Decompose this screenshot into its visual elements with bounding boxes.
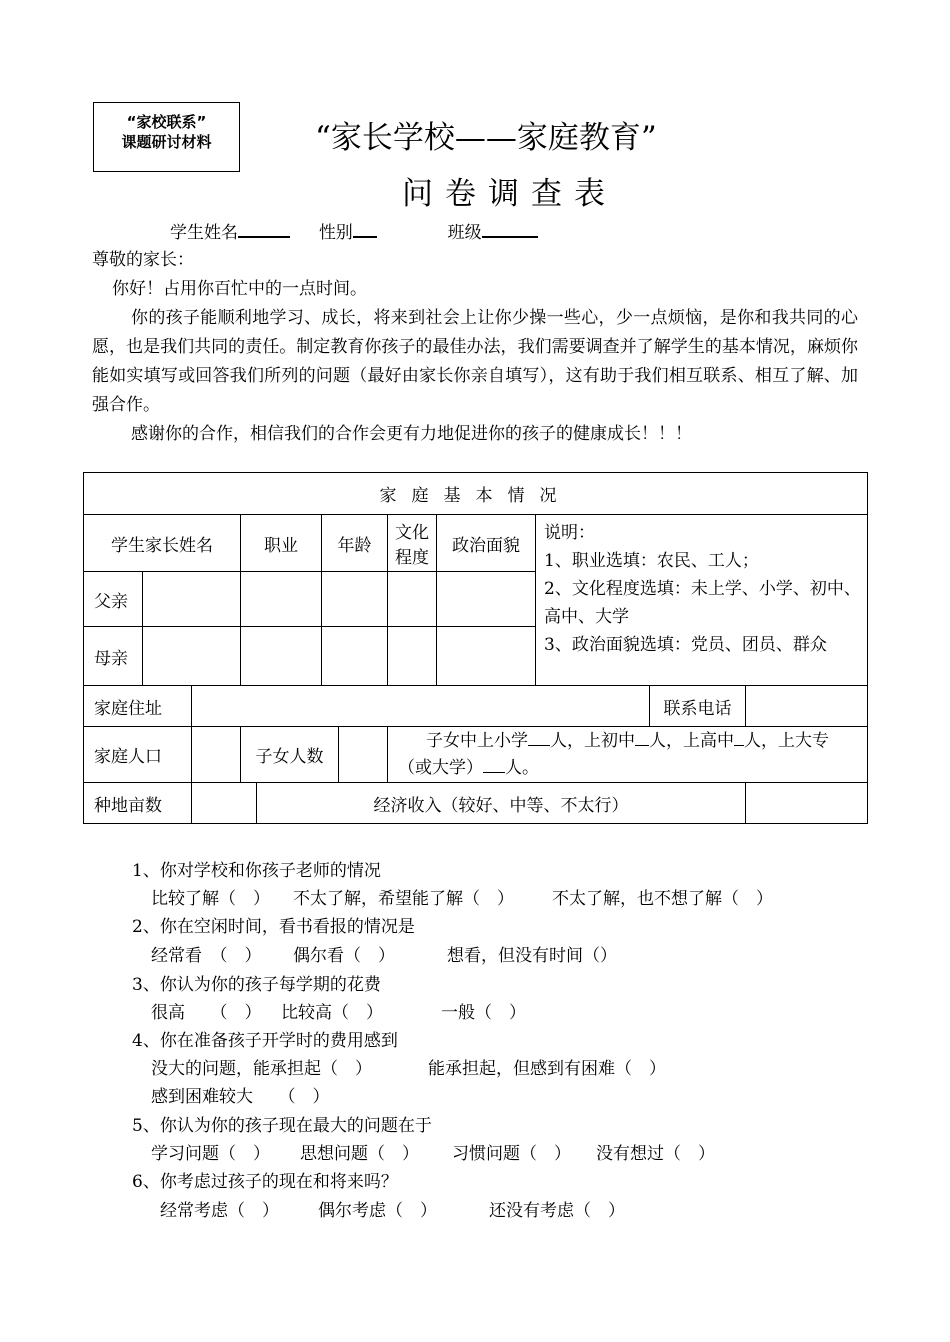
father-label: 父亲 [84,572,143,627]
kids-primary-text: 子女中上小学 [426,730,528,751]
question-1: 1、你对学校和你孩子老师的情况 [132,861,381,881]
father-age-cell[interactable] [322,572,388,627]
q3-option-3[interactable]: 一般（ ） [441,1003,526,1023]
student-info-line [170,218,538,243]
population-cell[interactable] [192,727,241,783]
mother-label: 母亲 [84,627,143,686]
greeting: 你好！占用你百忙中的一点时间。 [112,279,367,299]
q2-option-1[interactable]: 经常看 （ ） [151,946,262,966]
father-name-cell[interactable] [143,572,241,627]
question-4: 4、你在准备孩子开学时的费用感到 [132,1031,398,1051]
kids-senior-blank[interactable] [734,731,744,746]
income-label: 经济收入（较好、中等、不太行） [257,783,746,824]
question-2: 2、你在空闲时间，看书看报的情况是 [132,917,415,937]
kids-end-text: 人。 [505,757,539,778]
kids-junior-blank[interactable] [635,731,649,746]
note-item-1: 1、职业选填：农民、工人； [544,551,759,571]
mother-political-cell[interactable] [437,627,536,686]
student-name-blank[interactable] [238,220,290,238]
address-cell[interactable] [192,686,650,727]
document-title: “家长学校——家庭教育” [315,120,657,156]
population-label: 家庭人口 [84,727,192,783]
q3-option-1[interactable]: 很高 （ ） [151,1003,262,1023]
salutation: 尊敬的家长： [92,250,194,270]
income-cell[interactable] [746,783,868,824]
q5-option-3[interactable]: 习惯问题（ ） [452,1144,571,1164]
q1-option-2[interactable]: 不太了解，希望能了解（ ） [293,889,514,909]
q4-option-1[interactable]: 没大的问题，能承担起（ ） [151,1059,372,1079]
header-job: 职业 [241,515,322,572]
header-education: 文化程度 [388,515,437,572]
q6-option-2[interactable]: 偶尔考虑（ ） [318,1201,437,1221]
kids-college-text: 人，上大专（或大学） [398,730,829,778]
note-label: 说明： [544,523,595,543]
children-count-cell[interactable] [339,727,388,783]
header-parent-name: 学生家长姓名 [84,515,241,572]
kids-senior-text: 人，上高中 [649,730,734,751]
question-5: 5、你认为你的孩子现在最大的问题在于 [132,1116,432,1136]
question-6: 6、你考虑过孩子的现在和将来吗？ [132,1172,398,1192]
mother-education-cell[interactable] [388,627,437,686]
letter-body: 你的孩子能顺利地学习、成长，将来到社会上让你少操一些心，少一点烦恼，是你和我共同的心愿，也是我们共同的责任。制定教育你孩子的最佳办法，我们需要调查并了解学生的基本情况，麻烦你能如实填写或回答我们所列的问题（最好由家长你亲自填写），这有助于我们相互联系、相互了解、加强合作。 [92,308,858,415]
note-item-2: 2、文化程度选填：未上学、小学、初中、高中、大学 [544,579,861,627]
phone-label: 联系电话 [650,686,746,727]
q5-option-1[interactable]: 学习问题（ ） [151,1144,270,1164]
father-political-cell[interactable] [437,572,536,627]
explanation-note [536,515,868,686]
kids-primary-blank[interactable] [528,731,550,746]
header-age: 年龄 [322,515,388,572]
stamp-line-2: 课题研讨材料 [121,133,212,151]
address-label: 家庭住址 [84,686,192,727]
q4-option-3[interactable]: 感到困难较大 （ ） [151,1087,330,1107]
q6-option-1[interactable]: 经常考虑（ ） [160,1201,279,1221]
stamp-line-1: “家校联系” [126,113,207,131]
q5-option-4[interactable]: 没有想过（ ） [596,1144,715,1164]
q6-option-3[interactable]: 还没有考虑（ ） [489,1201,625,1221]
class-blank[interactable] [482,220,538,238]
student-name-label: 学生姓名 [170,223,238,243]
table-title: 家庭基本情况 [379,486,572,506]
q1-option-3[interactable]: 不太了解，也不想了解（ ） [552,889,773,909]
gender-blank[interactable] [353,220,377,238]
mother-job-cell[interactable] [241,627,322,686]
letter-thanks: 感谢你的合作，相信我们的合作会更有力地促进你的孩子的健康成长！！！ [131,424,692,444]
topic-stamp-box [93,102,240,172]
q2-option-2[interactable]: 偶尔看（ ） [293,946,395,966]
q3-option-2[interactable]: 比较高（ ） [281,1003,383,1023]
farmland-label: 种地亩数 [84,783,192,824]
farmland-cell[interactable] [192,783,257,824]
kids-junior-text: 人，上初中 [550,730,635,751]
note-item-3: 3、政治面貌选填：党员、团员、群众 [544,635,827,655]
father-job-cell[interactable] [241,572,322,627]
children-count-label: 子女人数 [241,727,339,783]
father-education-cell[interactable] [388,572,437,627]
phone-cell[interactable] [746,686,868,727]
q4-option-2[interactable]: 能承担起，但感到有困难（ ） [428,1059,666,1079]
q5-option-2[interactable]: 思想问题（ ） [300,1144,419,1164]
family-info-table [83,472,868,824]
gender-label: 性别 [318,223,353,243]
class-label: 班级 [447,223,482,243]
mother-name-cell[interactable] [143,627,241,686]
q2-option-3[interactable]: 想看，但没有时间（） [447,946,617,966]
header-political: 政治面貌 [437,515,536,572]
kids-college-blank[interactable] [483,758,505,773]
q1-option-1[interactable]: 比较了解（ ） [151,889,270,909]
children-schooling-cell [388,727,868,783]
table-title-cell [84,473,868,515]
mother-age-cell[interactable] [322,627,388,686]
document-subtitle: 问卷调查表 [402,176,617,212]
question-3: 3、你认为你的孩子每学期的花费 [132,975,381,995]
